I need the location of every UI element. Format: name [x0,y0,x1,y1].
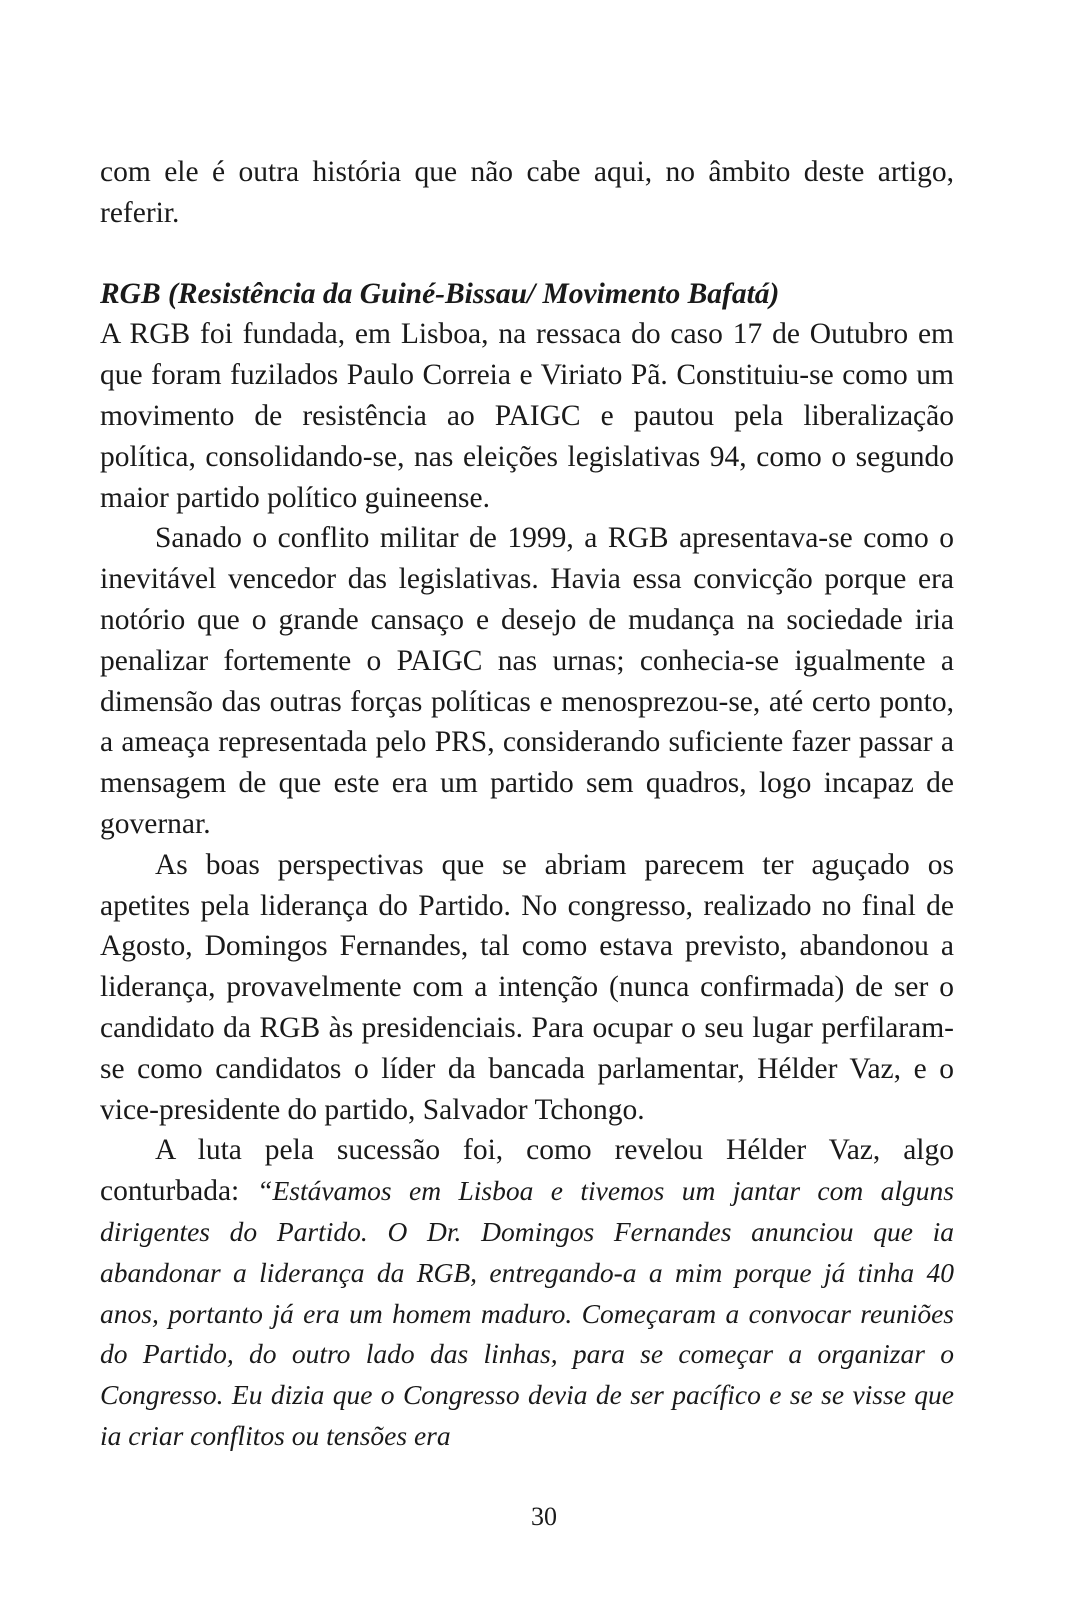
section-heading: RGB (Resistência da Guiné-Bissau/ Movimento Bafatá) [100,277,780,310]
paragraph-1: A RGB foi fundada, em Lisboa, na ressaca do caso 17 de Outubro em que foram fuzilados Paulo Correia e Viriato Pã. Constituiu-se como um movimento de resistência ao PAIGC e pautou pela liberalização política, consolidando-se, nas eleições legislativas 94, como o segundo maior partido político guineense. [100,318,954,514]
paragraph-4-quote: “Estávamos em Lisboa e tivemos um jantar com alguns dirigentes do Partido. O Dr. Domingos Fernandes anunciou que ia abandonar a liderança da RGB, entregando-a a mim porque já tinha 40 anos, portanto já era um homem maduro. Começaram a convocar reuniões do Partido, do outro lado das linhas, para se começar a organizar o Congresso. Eu dizia que o Congresso devia de ser pacífico e se se visse que ia criar conflitos ou tensões era [100,1175,954,1451]
page-number: 30 [531,1502,557,1531]
paragraph-3: As boas perspectivas que se abriam parecem ter aguçado os apetites pela liderança do Partido. No congresso, realizado no final de Agosto, Domingos Fernandes, tal como estava previsto, abandonou a liderança, provavelmente com a intenção (nunca confirmada) de ser o candidato da RGB às presidenciais. Para ocupar o seu lugar perfilaram-se como candidatos o líder da bancada parlamentar, Hélder Vaz, e o vice-presidente do partido, Salvador Tchongo. [100,848,954,1126]
continuation-paragraph: com ele é outra história que não cabe aqui, no âmbito deste artigo, referir. [100,156,954,229]
paragraph-4-intro: A luta pela sucessão foi, como revelou Hélder Vaz, algo conturbada: [100,1134,954,1208]
paragraph-4 [100,1130,954,1456]
paragraph-2: Sanado o conflito militar de 1999, a RGB apresentava-se como o inevitável vencedor das legislativas. Havia essa convicção porque era notório que o grande cansaço e desejo de mudança na sociedade iria penalizar fortemente o PAIGC nas urnas; conhecia-se igualmente a dimensão das outras forças políticas e menosprezou-se, até certo ponto, a ameaça representada pelo PRS, considerando suficiente fazer passar a mensagem de que este era um partido sem quadros, logo incapaz de governar. [100,522,954,840]
page-body [100,152,954,1457]
